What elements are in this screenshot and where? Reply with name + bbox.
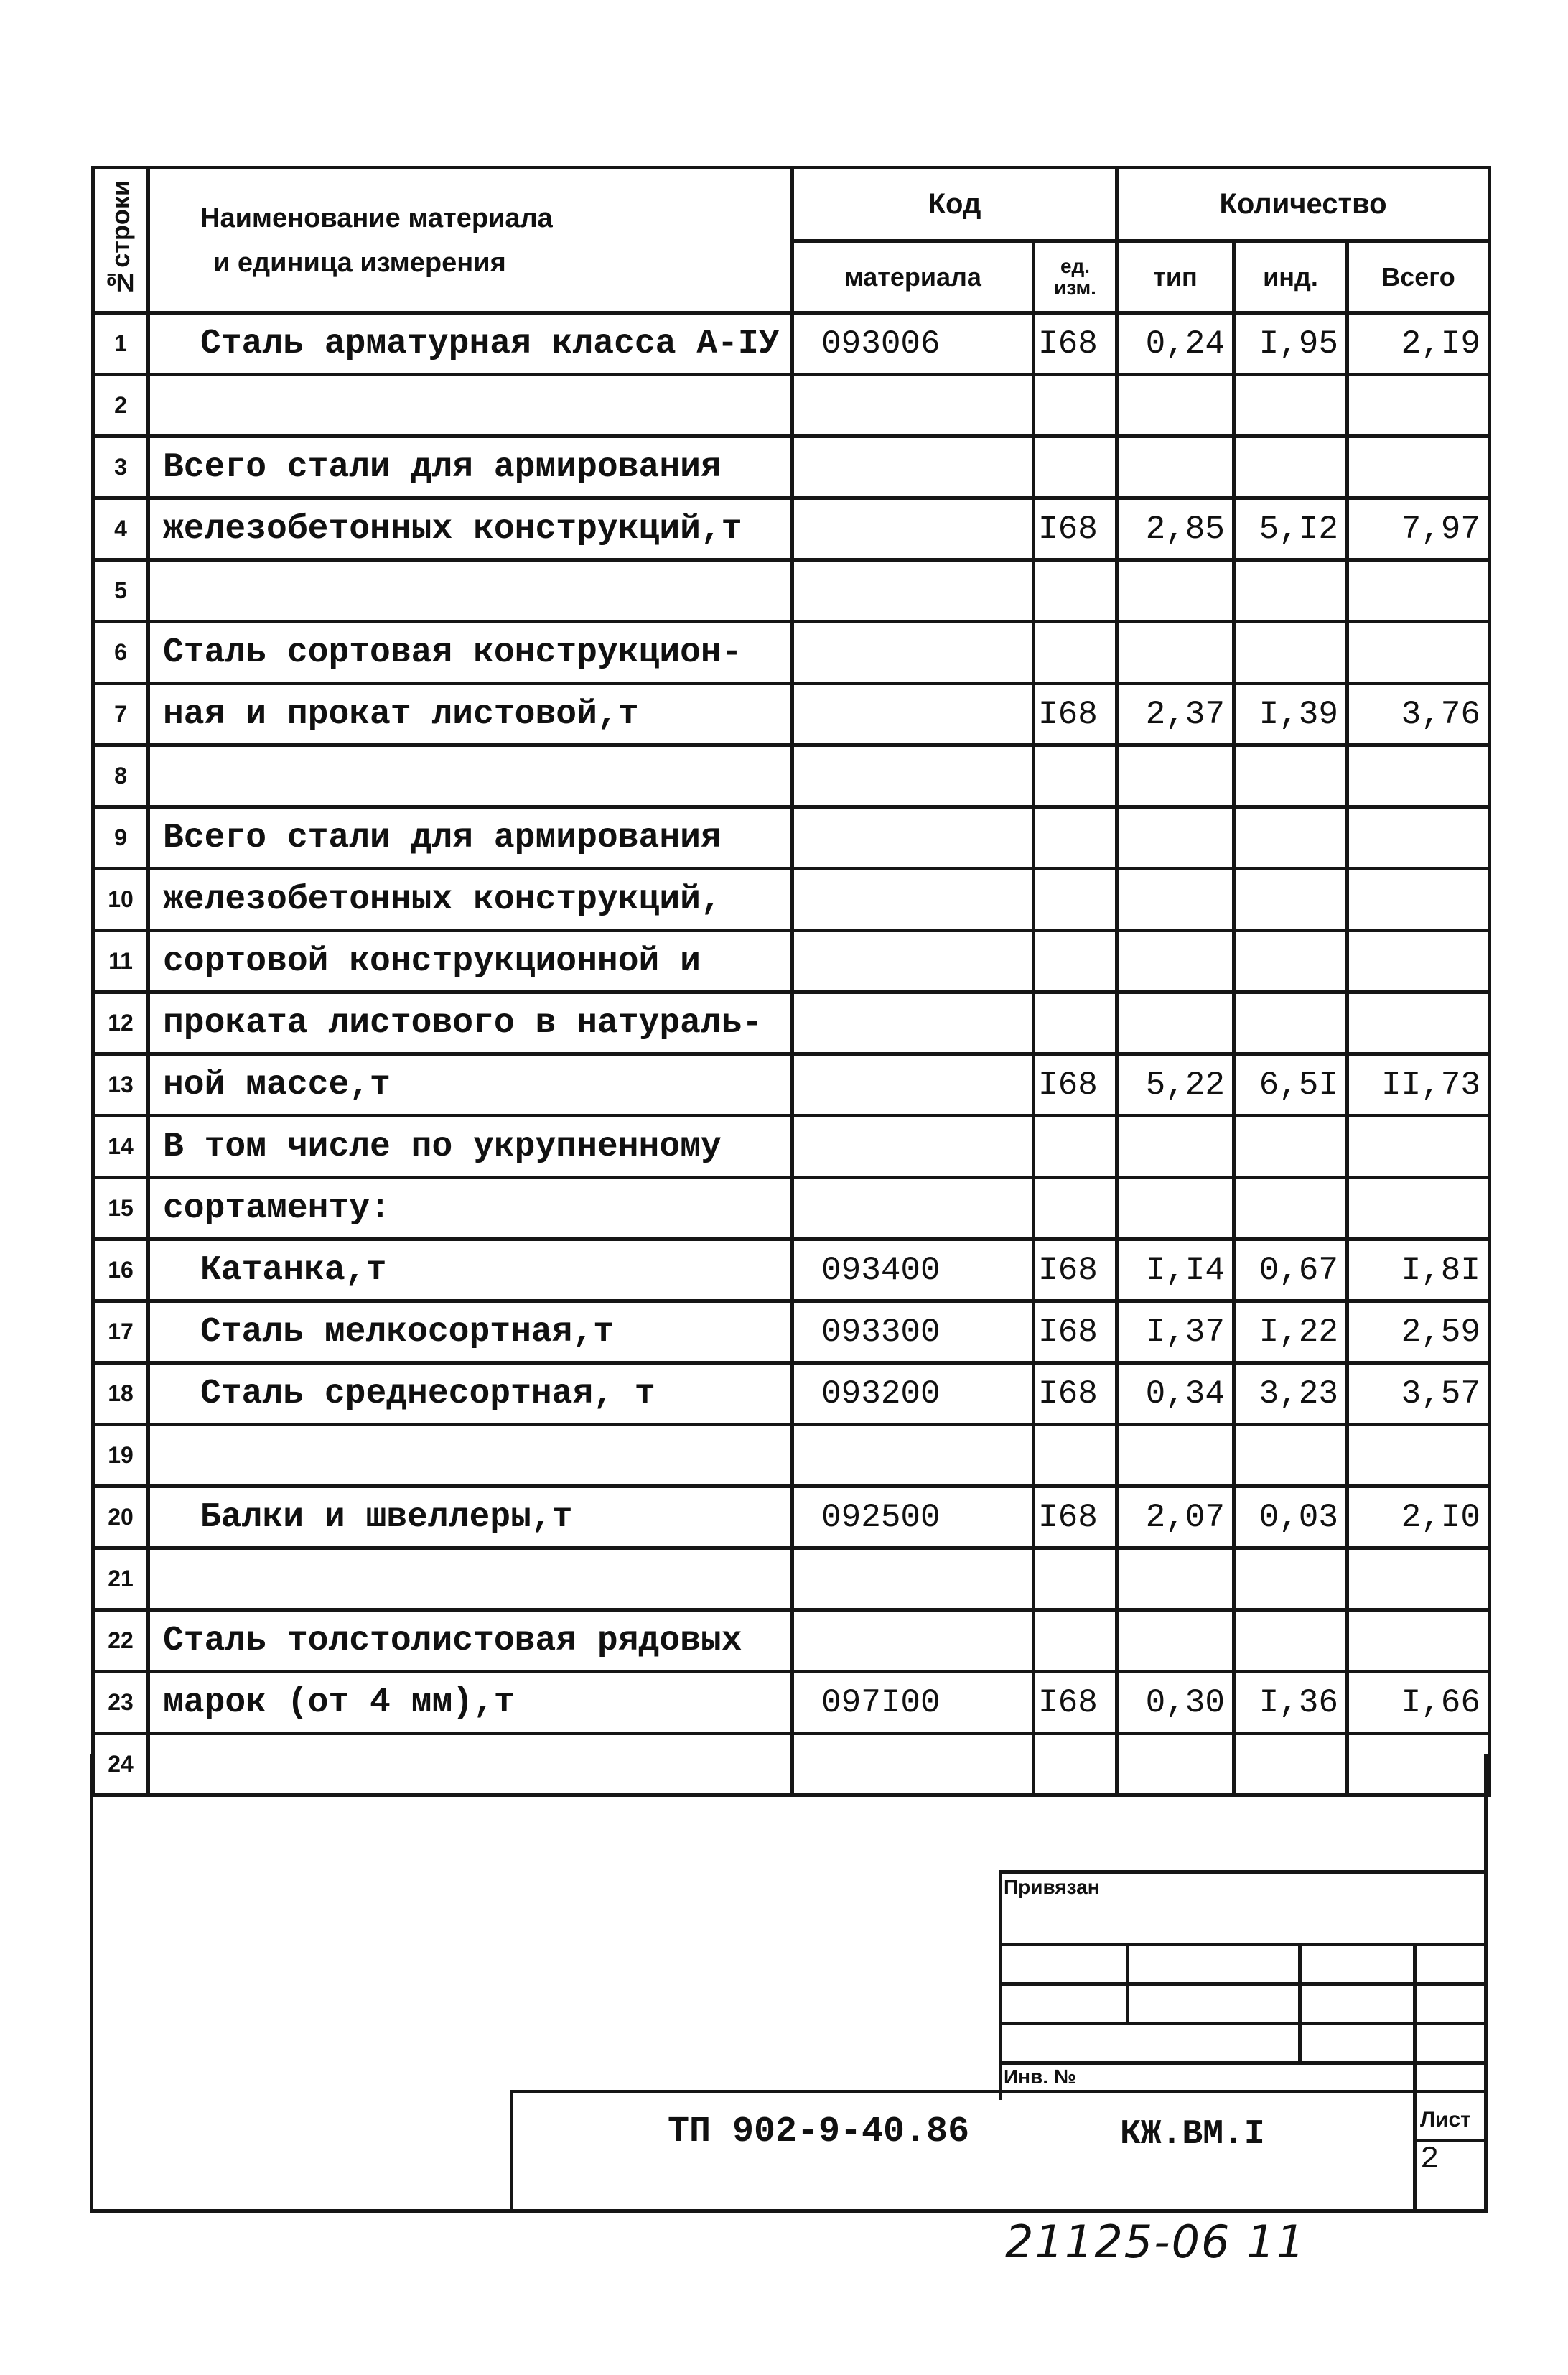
row-typ	[1117, 1610, 1234, 1672]
table-row	[93, 1054, 1490, 1116]
row-typ	[1117, 1425, 1234, 1487]
table-row	[93, 498, 1490, 560]
stamp-line	[1413, 1943, 1417, 2212]
row-unit: I68	[1034, 1240, 1117, 1301]
stamp-line	[999, 1870, 1488, 1874]
row-name: Всего стали для армирования	[149, 807, 793, 869]
row-code	[793, 498, 1034, 560]
row-code	[793, 745, 1034, 807]
row-typ	[1117, 622, 1234, 684]
sheet-label: Лист	[1420, 2108, 1471, 2132]
header-unit-line1: ед.	[1060, 254, 1091, 277]
row-code	[793, 993, 1034, 1054]
row-name	[149, 1734, 793, 1795]
row-number: 2	[93, 375, 149, 437]
header-name-line1: Наименование материала	[200, 203, 553, 233]
row-ind: 0,03	[1234, 1487, 1348, 1548]
frame-bottom-line	[90, 2209, 1488, 2213]
row-name: Сталь среднесортная, т	[149, 1363, 793, 1425]
row-ind: I,95	[1234, 313, 1348, 375]
row-total	[1348, 1425, 1490, 1487]
row-name: марок (от 4 мм),т	[149, 1672, 793, 1734]
frame-left-line	[90, 1754, 93, 2213]
stamp-privyazan: Привязан	[1004, 1876, 1100, 1898]
row-code	[793, 622, 1034, 684]
row-ind	[1234, 1178, 1348, 1240]
row-name	[149, 375, 793, 437]
row-code	[793, 1610, 1034, 1672]
row-code	[793, 684, 1034, 745]
stamp-inv-no: Инв. №	[1004, 2065, 1077, 2088]
row-typ: 0,34	[1117, 1363, 1234, 1425]
row-name: ная и прокат листовой,т	[149, 684, 793, 745]
row-ind	[1234, 931, 1348, 993]
row-name	[149, 1425, 793, 1487]
row-total	[1348, 1548, 1490, 1610]
row-name: сортовой конструкционной и	[149, 931, 793, 993]
table-row	[93, 313, 1490, 375]
row-ind: 3,23	[1234, 1363, 1348, 1425]
header-quantity: Количество	[1117, 168, 1490, 241]
row-name: В том числе по укрупненному	[149, 1116, 793, 1178]
row-number: 8	[93, 745, 149, 807]
row-total: I,8I	[1348, 1240, 1490, 1301]
row-total: 2,I9	[1348, 313, 1490, 375]
row-ind	[1234, 1734, 1348, 1795]
row-unit: I68	[1034, 313, 1117, 375]
row-name: железобетонных конструкций,	[149, 869, 793, 931]
row-unit	[1034, 375, 1117, 437]
row-ind	[1234, 745, 1348, 807]
row-unit	[1034, 745, 1117, 807]
row-ind	[1234, 869, 1348, 931]
table-row	[93, 1610, 1490, 1672]
row-unit	[1034, 1178, 1117, 1240]
row-unit	[1034, 560, 1117, 622]
table-row	[93, 622, 1490, 684]
row-number: 5	[93, 560, 149, 622]
materials-table	[91, 166, 1491, 1797]
row-ind	[1234, 375, 1348, 437]
stamp-line	[1298, 1943, 1302, 2063]
row-code	[793, 437, 1034, 498]
row-code	[793, 931, 1034, 993]
row-name: железобетонных конструкций,т	[149, 498, 793, 560]
row-code	[793, 1734, 1034, 1795]
row-number: 1	[93, 313, 149, 375]
header-row-number	[93, 168, 149, 313]
table-row	[93, 745, 1490, 807]
row-ind: 0,67	[1234, 1240, 1348, 1301]
row-code: 093300	[793, 1301, 1034, 1363]
row-ind	[1234, 437, 1348, 498]
row-typ	[1117, 437, 1234, 498]
row-total	[1348, 807, 1490, 869]
row-number: 13	[93, 1054, 149, 1116]
table-row	[93, 1672, 1490, 1734]
table-row	[93, 1363, 1490, 1425]
row-typ: 0,30	[1117, 1672, 1234, 1734]
row-typ: 2,07	[1117, 1487, 1234, 1548]
row-total	[1348, 745, 1490, 807]
table-row	[93, 437, 1490, 498]
row-number: 10	[93, 869, 149, 931]
row-ind	[1234, 560, 1348, 622]
title-block-left-line	[510, 2090, 513, 2212]
row-ind	[1234, 1116, 1348, 1178]
row-ind	[1234, 1610, 1348, 1672]
row-total: 3,57	[1348, 1363, 1490, 1425]
row-typ	[1117, 993, 1234, 1054]
row-typ	[1117, 1734, 1234, 1795]
row-unit	[1034, 1548, 1117, 1610]
sheet-number: 2	[1420, 2142, 1439, 2178]
row-name	[149, 560, 793, 622]
row-name: проката листового в натураль-	[149, 993, 793, 1054]
row-typ	[1117, 807, 1234, 869]
title-block-top-line	[510, 2090, 1488, 2093]
row-total	[1348, 375, 1490, 437]
row-ind	[1234, 1548, 1348, 1610]
row-number: 20	[93, 1487, 149, 1548]
row-unit	[1034, 1116, 1117, 1178]
row-unit: I68	[1034, 498, 1117, 560]
row-number: 11	[93, 931, 149, 993]
row-total	[1348, 931, 1490, 993]
table-row	[93, 993, 1490, 1054]
row-name: Сталь сортовая конструкцион-	[149, 622, 793, 684]
row-unit	[1034, 1425, 1117, 1487]
table-row	[93, 1548, 1490, 1610]
row-code	[793, 560, 1034, 622]
table-row	[93, 560, 1490, 622]
row-number: 7	[93, 684, 149, 745]
row-unit	[1034, 807, 1117, 869]
row-code	[793, 807, 1034, 869]
row-unit: I68	[1034, 1672, 1117, 1734]
row-unit: I68	[1034, 1487, 1117, 1548]
row-number: 23	[93, 1672, 149, 1734]
row-name: Балки и швеллеры,т	[149, 1487, 793, 1548]
row-code	[793, 375, 1034, 437]
row-total	[1348, 1610, 1490, 1672]
header-typ: тип	[1117, 241, 1234, 313]
table-row	[93, 1734, 1490, 1795]
row-total	[1348, 437, 1490, 498]
row-typ	[1117, 931, 1234, 993]
row-typ: 5,22	[1117, 1054, 1234, 1116]
row-typ: 0,24	[1117, 313, 1234, 375]
row-typ: 2,37	[1117, 684, 1234, 745]
table-row	[93, 931, 1490, 993]
row-total	[1348, 1734, 1490, 1795]
header-unit-line2: изм.	[1054, 276, 1096, 299]
row-name: Сталь толстолистовая рядовых	[149, 1610, 793, 1672]
table-row	[93, 1487, 1490, 1548]
row-name: Сталь арматурная класса А-IУ	[149, 313, 793, 375]
row-ind: 5,I2	[1234, 498, 1348, 560]
project-number: ТП 902-9-40.86	[668, 2111, 970, 2152]
table-row	[93, 807, 1490, 869]
row-number: 6	[93, 622, 149, 684]
row-typ	[1117, 869, 1234, 931]
table-row	[93, 1240, 1490, 1301]
row-ind	[1234, 993, 1348, 1054]
row-total	[1348, 1178, 1490, 1240]
row-code	[793, 1548, 1034, 1610]
row-unit: I68	[1034, 684, 1117, 745]
row-total	[1348, 1116, 1490, 1178]
row-total: 2,59	[1348, 1301, 1490, 1363]
row-total: 7,97	[1348, 498, 1490, 560]
row-ind: 6,5I	[1234, 1054, 1348, 1116]
row-name: Сталь мелкосортная,т	[149, 1301, 793, 1363]
row-code: 097I00	[793, 1672, 1034, 1734]
row-unit	[1034, 993, 1117, 1054]
row-unit	[1034, 869, 1117, 931]
sheet-code: КЖ.ВМ.I	[1120, 2115, 1265, 2154]
table-row	[93, 1178, 1490, 1240]
header-name-line2: и единица измерения	[213, 247, 506, 278]
row-code	[793, 1054, 1034, 1116]
stamp-line	[1126, 1943, 1129, 2025]
row-code: 093006	[793, 313, 1034, 375]
row-number: 21	[93, 1548, 149, 1610]
row-total	[1348, 560, 1490, 622]
header-unit	[1034, 241, 1117, 313]
table-row	[93, 1425, 1490, 1487]
row-unit	[1034, 1734, 1117, 1795]
header-material: материала	[793, 241, 1034, 313]
row-unit	[1034, 1610, 1117, 1672]
row-ind: I,39	[1234, 684, 1348, 745]
row-ind	[1234, 807, 1348, 869]
row-total: 2,I0	[1348, 1487, 1490, 1548]
row-typ	[1117, 1548, 1234, 1610]
row-number: 4	[93, 498, 149, 560]
row-unit: I68	[1034, 1054, 1117, 1116]
footer-archive-number: 21125-06 11	[1005, 2216, 1307, 2268]
row-ind	[1234, 1425, 1348, 1487]
table-row	[93, 375, 1490, 437]
row-number: 22	[93, 1610, 149, 1672]
row-code	[793, 1178, 1034, 1240]
row-number: 16	[93, 1240, 149, 1301]
header-row-number-label: №строки	[106, 180, 135, 297]
table-row	[93, 684, 1490, 745]
table-row	[93, 1116, 1490, 1178]
row-unit	[1034, 931, 1117, 993]
row-typ: I,37	[1117, 1301, 1234, 1363]
row-typ	[1117, 375, 1234, 437]
row-number: 24	[93, 1734, 149, 1795]
row-ind: I,22	[1234, 1301, 1348, 1363]
row-unit: I68	[1034, 1363, 1117, 1425]
table-body	[93, 313, 1490, 1795]
row-typ	[1117, 1116, 1234, 1178]
header-code: Код	[793, 168, 1117, 241]
row-total	[1348, 993, 1490, 1054]
row-name: ной массе,т	[149, 1054, 793, 1116]
row-name: сортаменту:	[149, 1178, 793, 1240]
table-row	[93, 869, 1490, 931]
row-name	[149, 1548, 793, 1610]
row-code: 093400	[793, 1240, 1034, 1301]
row-total: I,66	[1348, 1672, 1490, 1734]
row-code: 093200	[793, 1363, 1034, 1425]
row-typ: 2,85	[1117, 498, 1234, 560]
header-name	[149, 168, 793, 313]
row-unit	[1034, 622, 1117, 684]
row-number: 3	[93, 437, 149, 498]
row-unit	[1034, 437, 1117, 498]
row-number: 12	[93, 993, 149, 1054]
row-number: 9	[93, 807, 149, 869]
row-ind: I,36	[1234, 1672, 1348, 1734]
row-name	[149, 745, 793, 807]
row-total	[1348, 869, 1490, 931]
row-unit: I68	[1034, 1301, 1117, 1363]
row-number: 14	[93, 1116, 149, 1178]
row-typ	[1117, 745, 1234, 807]
row-typ	[1117, 560, 1234, 622]
table-row	[93, 1301, 1490, 1363]
row-total	[1348, 622, 1490, 684]
row-number: 19	[93, 1425, 149, 1487]
row-number: 18	[93, 1363, 149, 1425]
row-code	[793, 1425, 1034, 1487]
row-total: II,73	[1348, 1054, 1490, 1116]
row-typ: I,I4	[1117, 1240, 1234, 1301]
row-code	[793, 869, 1034, 931]
row-total: 3,76	[1348, 684, 1490, 745]
row-name: Всего стали для армирования	[149, 437, 793, 498]
row-number: 17	[93, 1301, 149, 1363]
header-total: Всего	[1348, 241, 1490, 313]
header-ind: инд.	[1234, 241, 1348, 313]
row-number: 15	[93, 1178, 149, 1240]
row-ind	[1234, 622, 1348, 684]
row-name: Катанка,т	[149, 1240, 793, 1301]
row-typ	[1117, 1178, 1234, 1240]
row-code: 092500	[793, 1487, 1034, 1548]
row-code	[793, 1116, 1034, 1178]
